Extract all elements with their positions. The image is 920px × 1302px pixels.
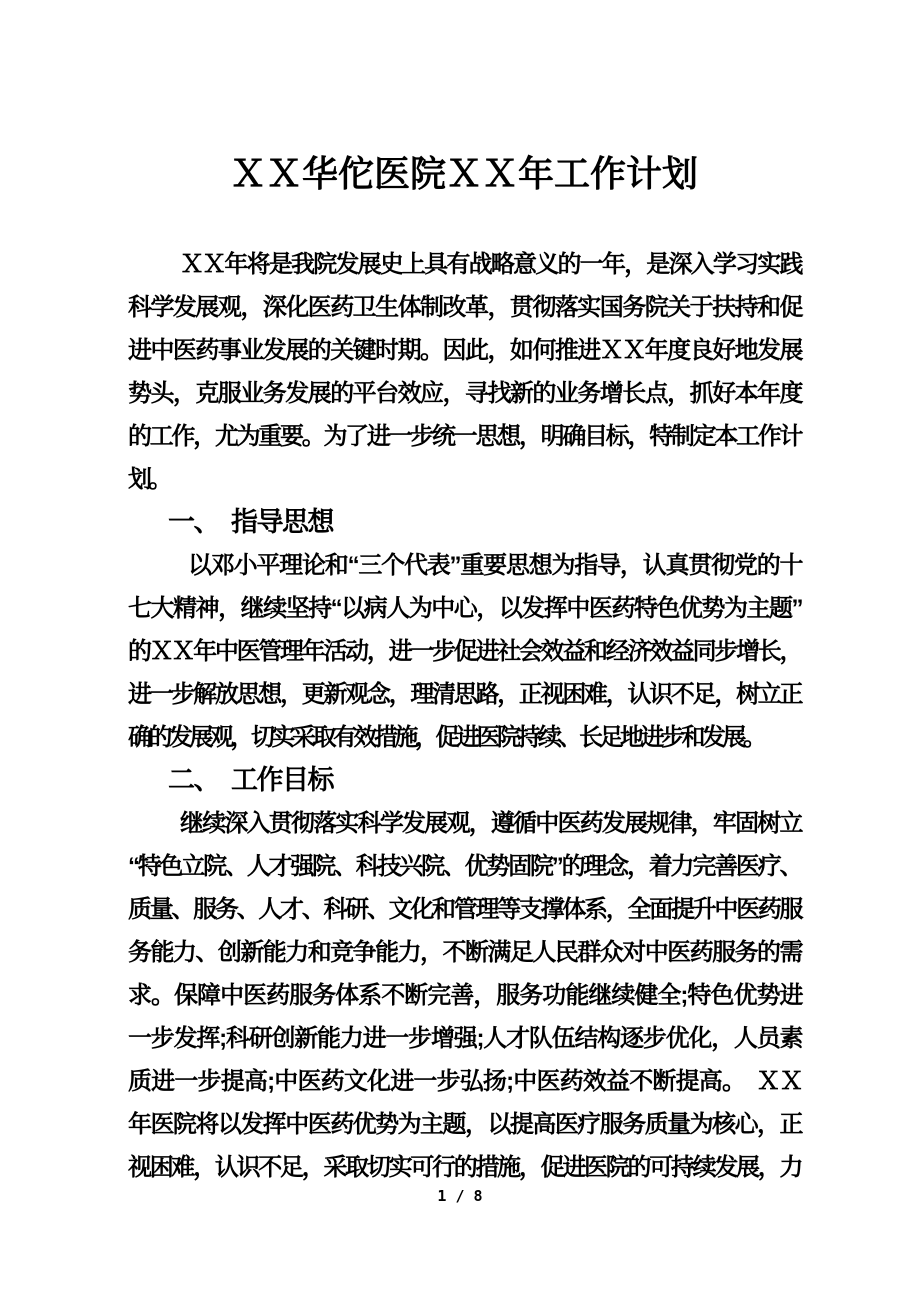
text-line: ＸＸ年将是我院发展史上具有战略意义的一年，是深入学习实践	[180, 251, 800, 278]
text-line: 年医院将以发挥中医药优势为主题，以提高医疗服务质量为核心，正	[128, 1111, 800, 1138]
text-line: 以邓小平理论和“三个代表”重要思想为指导，认真贯彻党的十	[188, 552, 800, 579]
text-line: 进一步解放思想，更新观念，理清思路，正视困难，认识不足，树立正	[128, 681, 800, 708]
paragraph-intro	[128, 243, 800, 501]
page-number: 1 / 8	[437, 1187, 483, 1205]
text-line: 的工作，尤为重要。为了进一步统一思想，明确目标，特制定本工作计	[128, 423, 800, 450]
section-heading-1: 一、 指导思想	[168, 507, 333, 537]
text-line: 确的发展观，切实采取有效措施，促进医院持续、长足地进步和发展。	[128, 724, 764, 751]
text-line: 划。	[128, 466, 169, 493]
text-line: 继续深入贯彻落实科学发展观，遵循中医药发展规律，牢固树立	[180, 810, 800, 837]
text-line: 视困难，认识不足，采取切实可行的措施，促进医院的可持续发展，力	[128, 1154, 800, 1181]
text-line: 进中医药事业发展的关键时期。因此，如何推进ＸＸ年度良好地发展	[128, 337, 800, 364]
text-line: 质进一步提高;中医药文化进一步弘扬;中医药效益不断提高。 ＸＸ	[128, 1068, 800, 1095]
text-line: 科学发展观，深化医药卫生体制改革，贯彻落实国务院关于扶持和促	[128, 294, 800, 321]
text-line: 务能力、创新能力和竞争能力，不断满足人民群众对中医药服务的需	[128, 939, 800, 966]
text-line: 势头，克服业务发展的平台效应，寻找新的业务增长点，抓好本年度	[128, 380, 800, 407]
paragraph-guiding-ideology	[128, 544, 800, 759]
paragraph-work-goals	[128, 802, 800, 1189]
text-line: 的ＸＸ年中医管理年活动，进一步促进社会效益和经济效益同步增长，	[128, 638, 800, 665]
page-title: ＸＸ华佗医院ＸＸ年工作计划	[229, 153, 698, 194]
document-content	[128, 150, 800, 1189]
text-line: 七大精神，继续坚持“以病人为中心，以发挥中医药特色优势为主题”	[128, 595, 800, 622]
text-line: “特色立院、人才强院、科技兴院、优势固院”的理念，着力完善医疗、	[128, 853, 800, 880]
text-line: 求。保障中医药服务体系不断完善，服务功能继续健全;特色优势进	[128, 982, 800, 1009]
section-heading-2: 二、 工作目标	[168, 765, 333, 795]
text-line: 质量、服务、人才、科研、文化和管理等支撑体系，全面提升中医药服	[128, 896, 800, 923]
text-line: 一步发挥;科研创新能力进一步增强;人才队伍结构逐步优化，人员素	[128, 1025, 800, 1052]
